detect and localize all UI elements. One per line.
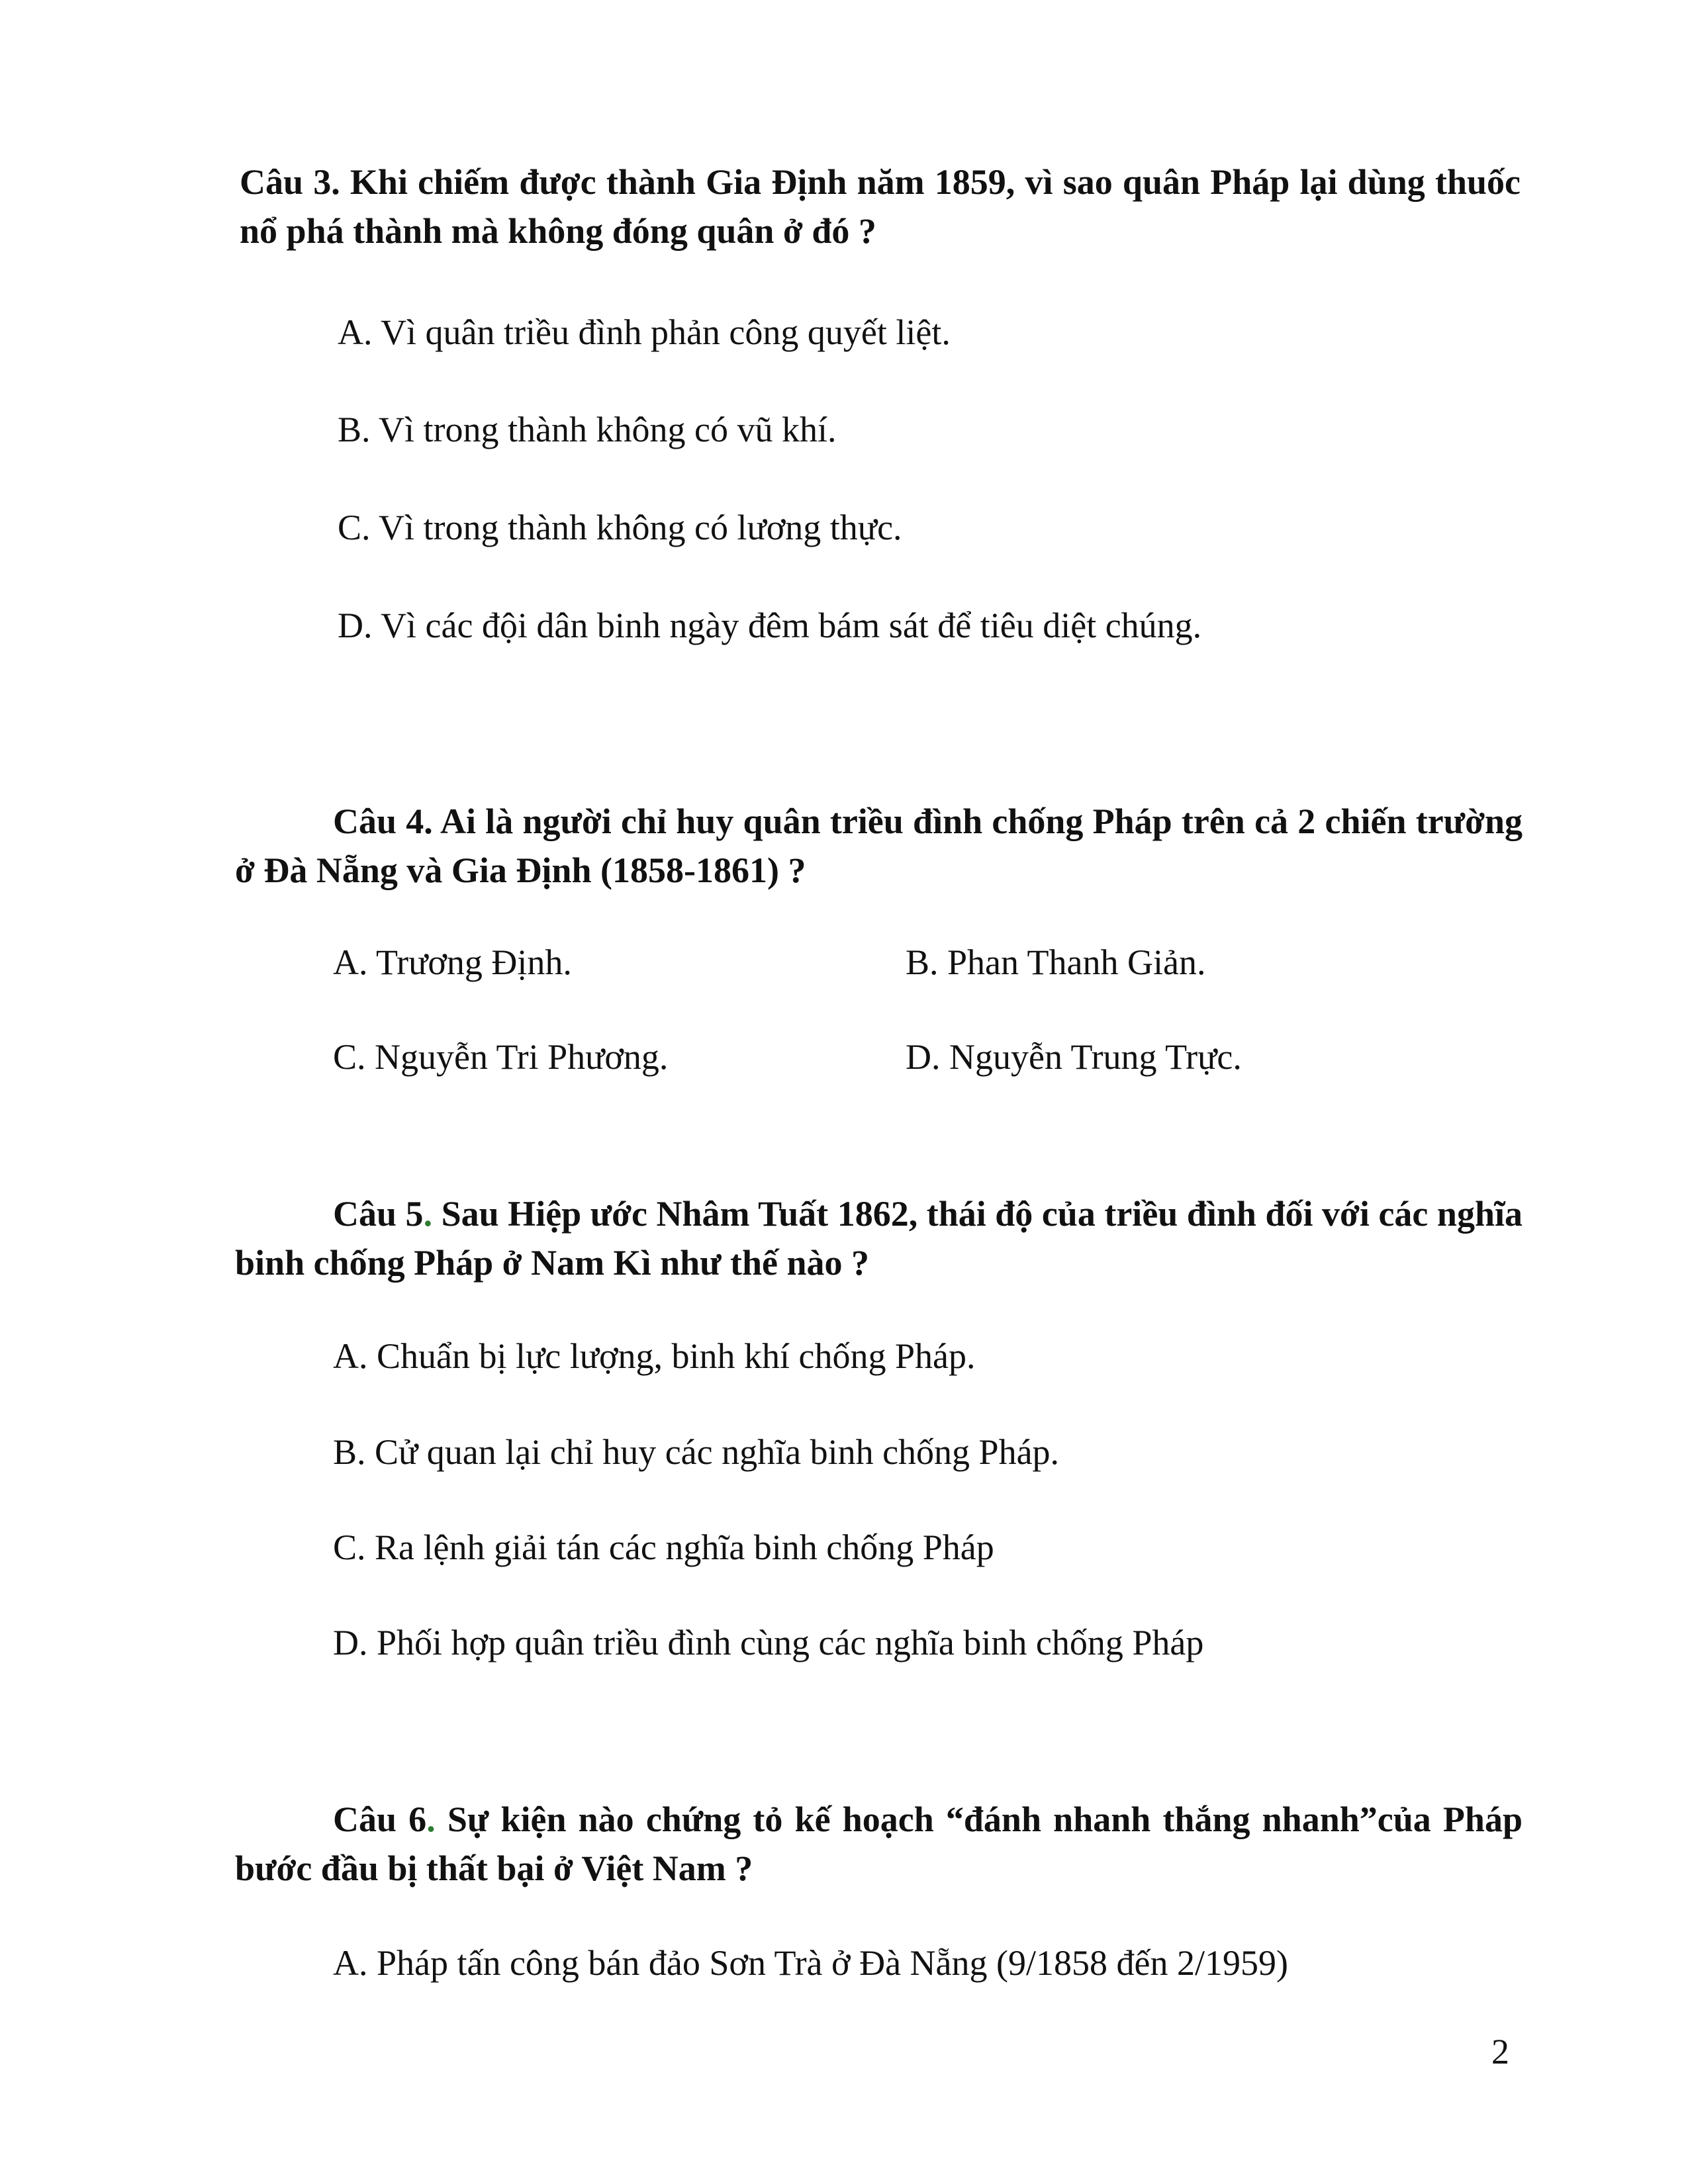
question-6-option-a: A. Pháp tấn công bán đảo Sơn Trà ở Đà Nẵng (9/1858 đến 2/1959) — [333, 1943, 1288, 1983]
question-6-label: Câu 6 — [333, 1799, 427, 1839]
question-3-option-a: A. Vì quân triều đình phản công quyết liệt. — [338, 312, 951, 352]
question-4-stem — [235, 797, 1523, 895]
page-number: 2 — [1491, 2032, 1509, 2071]
question-5-option-a: A. Chuẩn bị lực lượng, binh khí chống Pháp. — [333, 1336, 976, 1376]
question-5-option-d: D. Phối hợp quân triều đình cùng các nghĩa binh chống Pháp — [333, 1623, 1204, 1662]
question-3-option-b: B. Vì trong thành không có vũ khí. — [338, 410, 837, 449]
question-5-dot: . — [423, 1194, 433, 1234]
question-5-option-b: B. Cử quan lại chỉ huy các nghĩa binh chống Pháp. — [333, 1432, 1060, 1472]
question-3-stem — [240, 158, 1521, 255]
question-5-text: Sau Hiệp ước Nhâm Tuất 1862, thái độ của triều đình đối với các nghĩa binh chống Pháp ở Nam Kì như thế nào ? — [235, 1194, 1523, 1283]
question-4-option-d: D. Nguyễn Trung Trực. — [906, 1037, 1242, 1077]
question-6-text: Sự kiện nào chứng tỏ kế hoạch “đánh nhanh thắng nhanh”của Pháp bước đầu bị thất bại ở Việt Nam ? — [235, 1799, 1523, 1888]
question-6-stem — [235, 1795, 1523, 1893]
question-5-option-c: C. Ra lệnh giải tán các nghĩa binh chống Pháp — [333, 1527, 994, 1567]
question-3-option-c: C. Vì trong thành không có lương thực. — [338, 508, 902, 547]
question-4-option-b: B. Phan Thanh Giản. — [906, 942, 1206, 982]
question-4-option-c: C. Nguyễn Tri Phương. — [333, 1037, 669, 1077]
question-6-dot: . — [426, 1799, 436, 1839]
question-4-option-a: A. Trương Định. — [333, 942, 572, 982]
question-5-stem — [235, 1189, 1523, 1287]
question-3-text: Câu 3. Khi chiếm được thành Gia Định năm 1859, vì sao quân Pháp lại dùng thuốc nổ phá thành mà không đóng quân ở đó ? — [240, 162, 1521, 251]
question-4-text: Câu 4. Ai là người chỉ huy quân triều đình chống Pháp trên cả 2 chiến trường ở Đà Nẵng và Gia Định (1858-1861) ? — [235, 801, 1523, 890]
question-5-label: Câu 5 — [333, 1194, 424, 1234]
question-3-option-d: D. Vì các đội dân binh ngày đêm bám sát để tiêu diệt chúng. — [338, 606, 1202, 645]
